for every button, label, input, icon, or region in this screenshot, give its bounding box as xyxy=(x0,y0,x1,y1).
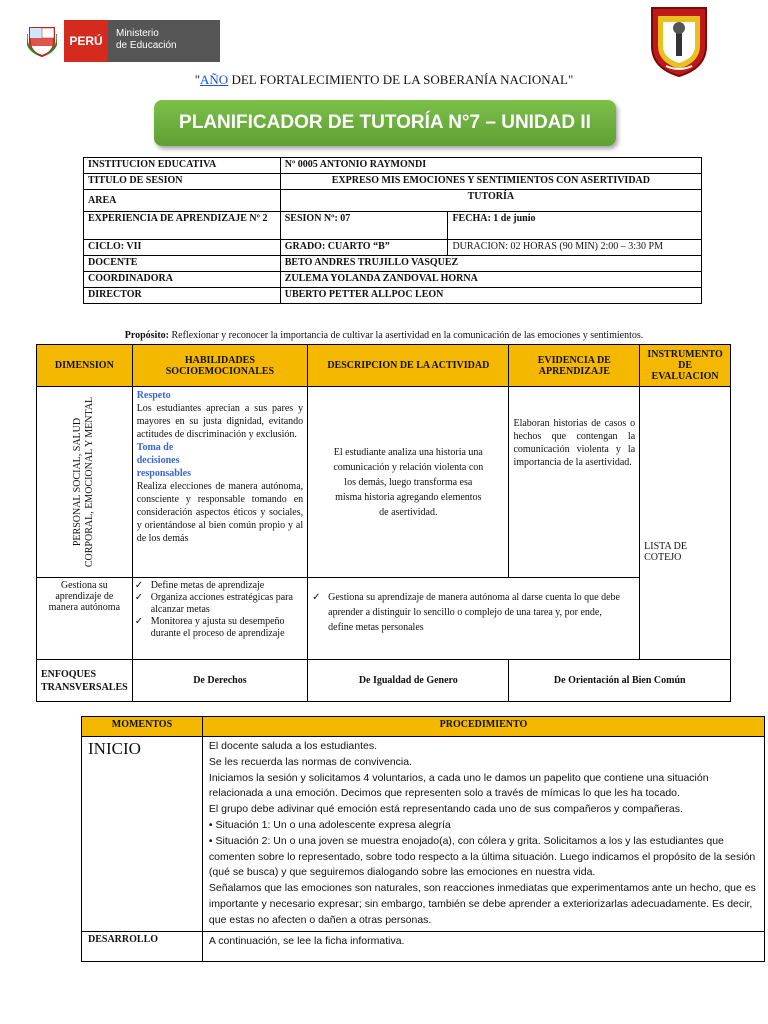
moments-table xyxy=(81,716,765,962)
coordinadora-value: ZULEMA YOLANDA ZANDOVAL HORNA xyxy=(280,272,701,288)
enfoque-3: De Orientación al Bien Común xyxy=(509,660,731,702)
dimension-text: PERSONAL SOCIAL, SALUD CORPORAL, EMOCIONAL Y MENTAL xyxy=(72,396,96,568)
institucion-value: Nº 0005 ANTONIO RAYMONDI xyxy=(280,158,701,174)
table-row xyxy=(37,387,731,578)
checklist-item: ✓ Monitorea y ajusta su desempeño durante el proceso de aprendizaje xyxy=(135,616,303,640)
procedure-line: Señalamos que las emociones son naturales, son reacciones inmediatas que experimentamos ante un hecho, que es importante y necesario expresar; sin embargo, también se debe aprender a exteriorizarlas adecuadamente. Es decir, que estas no afecten o dañen a otras personas. xyxy=(208,882,756,926)
table-row xyxy=(84,240,702,256)
inicio-label: INICIO xyxy=(82,737,203,932)
ciclo-value: CICLO: VII xyxy=(84,240,281,256)
ministry-name xyxy=(108,20,220,62)
session-info-table xyxy=(83,157,702,304)
gestiona-description: ✓ Gestiona su aprendizaje de manera autónoma al darse cuenta lo que debe aprender a distinguir lo sencillo o complejo de una tarea y, por ende, define metas personales xyxy=(312,590,629,635)
procedure-line: Iniciamos la sesión y solicitamos 4 voluntarios, a cada uno le damos un papelito que contiene una situación relacionada a una emoción. Decimos que representen solo a través de mímicas lo que les ha tocado. xyxy=(208,771,709,800)
header-dimension: DIMENSION xyxy=(37,345,133,387)
titulo-value: EXPRESO MIS EMOCIONES Y SENTIMIENTOS CON ASERTIVIDAD xyxy=(280,174,701,190)
school-crest-icon xyxy=(646,6,712,78)
descripcion-cell: El estudiante analiza una historia una comunicación y relación violenta con los demás, luego transforma esa misma historia agregando elementos de asertividad. xyxy=(308,387,509,578)
table-row xyxy=(82,931,765,961)
page-title: PLANIFICADOR DE TUTORÍA N°7 – UNIDAD II xyxy=(179,112,591,133)
ministry-line-1: Ministerio xyxy=(116,28,159,39)
peru-label: PERÚ xyxy=(64,20,108,62)
peru-shield-icon xyxy=(20,20,64,62)
checklist-item: ✓ Organiza acciones estratégicas para alcanzar metas xyxy=(135,592,303,616)
desarrollo-procedure: A continuación, se lee la ficha informativa. xyxy=(202,931,764,961)
procedure-line: Se les recuerda las normas de convivencia. xyxy=(208,755,413,768)
motto-rest: DEL FORTALECIMIENTO DE LA SOBERANÍA NACIONAL" xyxy=(228,72,574,87)
decisiones-text: Realiza elecciones de manera autónoma, consciente y responsable tomando en consideración aspectos éticos y sociales, y orientándose al bien común propio y al de los demás xyxy=(136,481,304,544)
table-row xyxy=(37,660,731,702)
gestiona-checklist xyxy=(135,580,303,640)
header-procedure: PROCEDIMIENTO xyxy=(202,717,764,737)
procedure-line: • Situación 2: Un o una joven se muestra enojado(a), con cólera y grita. Solicitamos a los y las estudiantes que comenten sobre lo representado, sobre todo respecto a la última situación. Luego indicamos el propósito de la sesión (qué se busca) y que seguiremos dialogando sobre las emociones en nuestra vida. xyxy=(208,834,756,879)
desarrollo-label: DESARROLLO xyxy=(82,931,203,961)
director-value: UBERTO PETTER ALLPOC LEON xyxy=(280,288,701,304)
enfoque-1: De Derechos xyxy=(132,660,307,702)
duracion-value: DURACION: 02 HORAS (90 MIN) 2:00 – 3:30 PM xyxy=(448,240,702,256)
habilidades-cell xyxy=(132,387,307,578)
docente-value: BETO ANDRES TRUJILLO VASQUEZ xyxy=(280,256,701,272)
gestiona-description-cell xyxy=(308,578,640,660)
coordinadora-label: COORDINADORA xyxy=(84,272,281,288)
header-descripcion: DESCRIPCION DE LA ACTIVIDAD xyxy=(308,345,509,387)
header-evidencia: EVIDENCIA DE APRENDIZAJE xyxy=(509,345,640,387)
inicio-procedure xyxy=(202,737,764,932)
procedure-line: • Situación 1: Un o una adolescente expresa alegría xyxy=(208,818,451,831)
director-label: DIRECTOR xyxy=(84,288,281,304)
procedure-line: El docente saluda a los estudiantes. xyxy=(208,740,378,752)
purpose-line xyxy=(0,330,768,341)
docente-label: DOCENTE xyxy=(84,256,281,272)
header-moments: MOMENTOS xyxy=(82,717,203,737)
gestiona-label: Gestiona su aprendizaje de manera autónoma xyxy=(37,578,133,660)
purpose-label: Propósito: xyxy=(124,330,169,341)
sesion-value: SESION Nº: 07 xyxy=(280,212,448,240)
page-title-banner xyxy=(154,100,616,146)
ministry-logo xyxy=(20,20,220,62)
header-habilidades: HABILIDADES SOCIOEMOCIONALES xyxy=(132,345,307,387)
table-row xyxy=(37,578,731,660)
gestiona-description-list xyxy=(312,590,629,635)
evidencia-cell: Elaboran historias de casos o hechos que contengan la comunicación violenta y la importancia de la asertividad. xyxy=(509,387,640,578)
year-motto xyxy=(0,72,768,88)
header-instrumento: INSTRUMENTO DE EVALUACION xyxy=(640,345,731,387)
motto-open-quote: " xyxy=(194,72,201,87)
institucion-label: INSTITUCION EDUCATIVA xyxy=(84,158,281,174)
table-row xyxy=(84,212,702,240)
table-row xyxy=(84,288,702,304)
grado-value: GRADO: CUARTO “B” xyxy=(280,240,448,256)
experiencia-label: EXPERIENCIA DE APRENDIZAJE Nº 2 xyxy=(84,212,281,240)
area-value: TUTORÍA xyxy=(280,190,701,212)
gestiona-items-cell xyxy=(132,578,307,660)
dimension-cell xyxy=(37,387,133,578)
decisiones-title: Toma de decisiones responsables xyxy=(136,442,191,479)
ministry-line-2: de Educación xyxy=(116,40,177,51)
enfoque-2: De Igualdad de Genero xyxy=(308,660,509,702)
checklist-item: ✓ Define metas de aprendizaje xyxy=(135,580,303,592)
procedure-line: El grupo debe adivinar qué emoción está representando cada uno de sus compañeros y compañeras. xyxy=(208,803,683,816)
purpose-text: Reflexionar y reconocer la importancia de cultivar la asertividad en la comunicación de las emociones y sentimientos. xyxy=(168,330,644,341)
enfoques-label: ENFOQUES TRANSVERSALES xyxy=(37,660,133,702)
table-row xyxy=(84,256,702,272)
respeto-title: Respeto xyxy=(136,390,171,401)
titulo-label: TITULO DE SESION xyxy=(84,174,281,190)
table-row xyxy=(84,158,702,174)
motto-link[interactable]: AÑO xyxy=(200,72,229,87)
fecha-value: FECHA: 1 de junio xyxy=(448,212,702,240)
area-label: AREA xyxy=(84,190,281,212)
table-header-row xyxy=(37,345,731,387)
instrumento-cell: LISTA DE COTEJO xyxy=(640,387,731,660)
table-row xyxy=(84,190,702,212)
respeto-text: Los estudiantes aprecian a sus pares y mayores en su justa dignidad, evitando actitudes de discriminación y exclusión. xyxy=(136,403,304,440)
table-row xyxy=(84,272,702,288)
competency-table xyxy=(36,344,731,702)
table-header-row xyxy=(82,717,765,737)
table-row xyxy=(82,737,765,932)
table-row xyxy=(84,174,702,190)
